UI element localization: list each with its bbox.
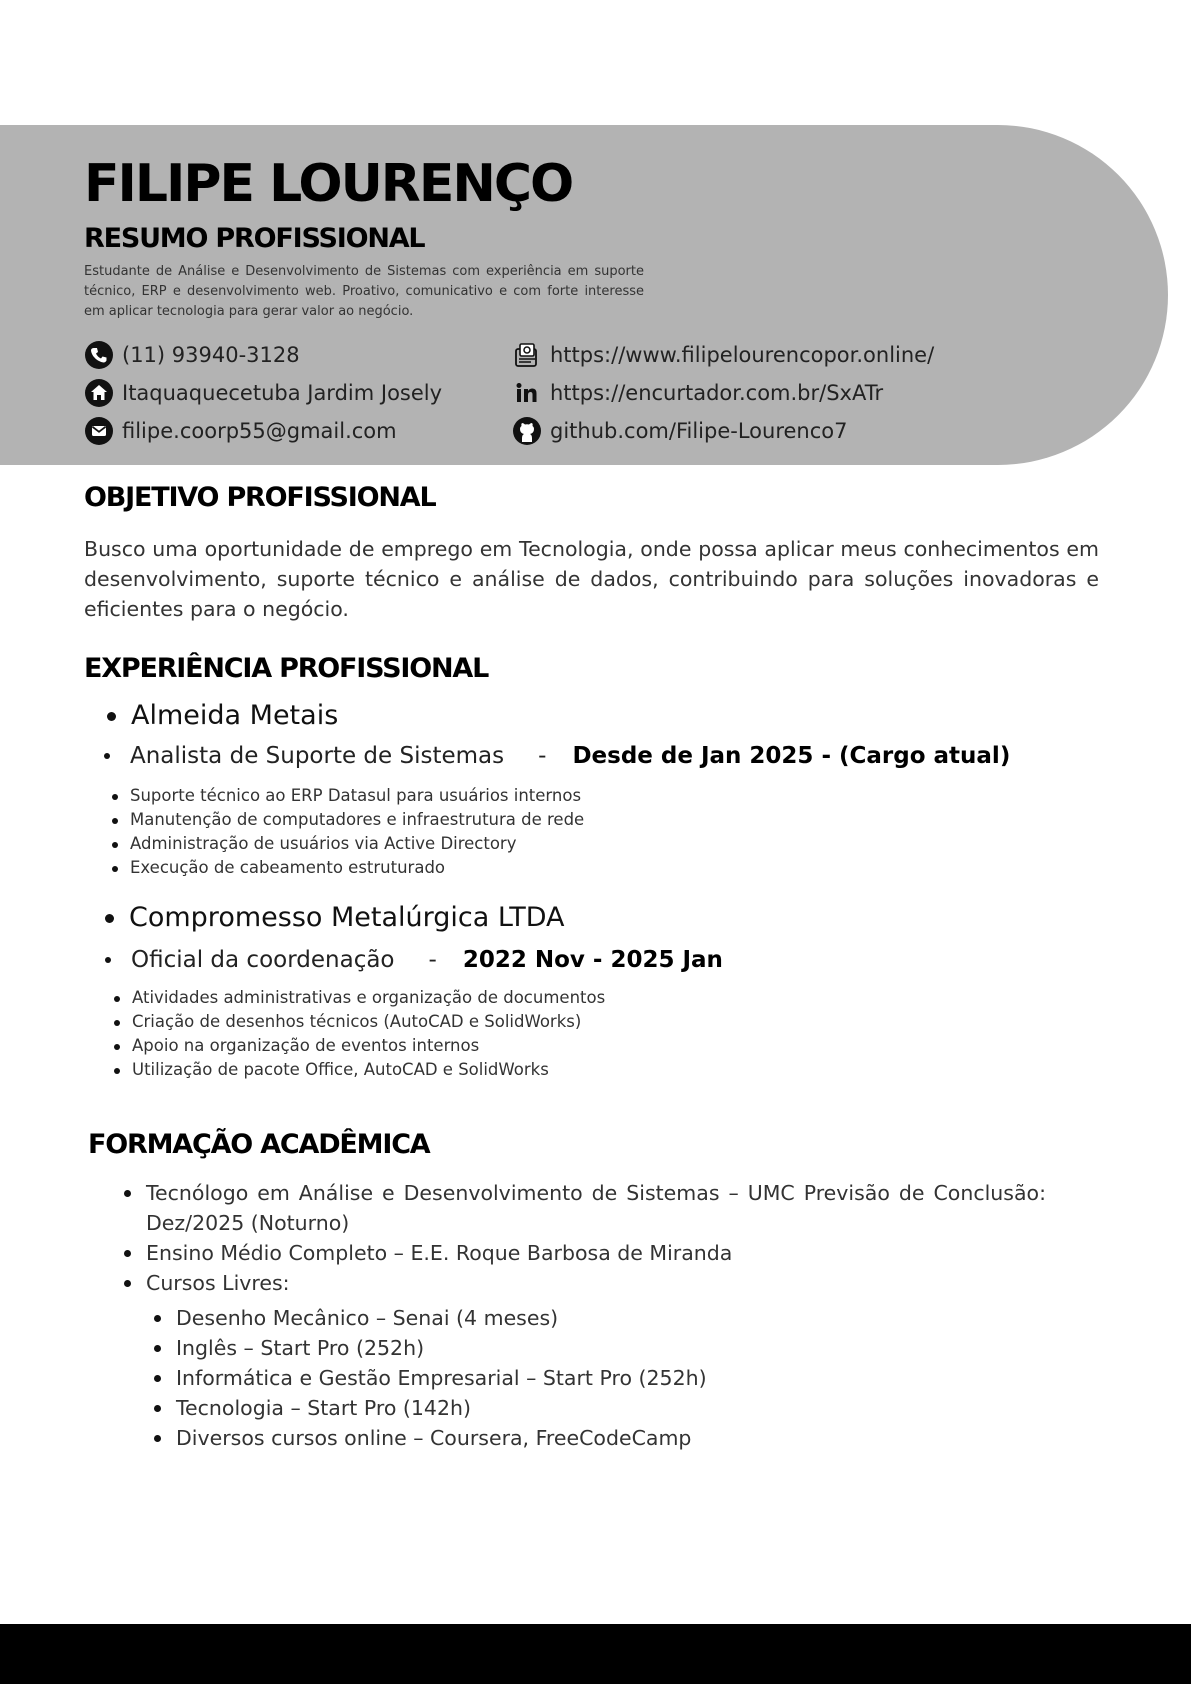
job-1-period: Desde de Jan 2025 - (Cargo atual) — [572, 743, 1011, 769]
summary-text: Estudante de Análise e Desenvolvimento de Sistemas com experiência em suporte técnico, ERP e desenvolvimento web. Proativo, comunicativo e com forte interesse em aplicar tecnologia para gerar valor ao negócio. — [84, 264, 644, 319]
website-icon — [512, 340, 542, 370]
list-item: Apoio na organização de eventos internos — [114, 1034, 605, 1058]
contact-email[interactable] — [84, 416, 442, 446]
contact-linkedin[interactable] — [512, 378, 934, 408]
contact-list-right — [512, 340, 934, 446]
contact-github-text: github.com/Filipe-Lourenco7 — [550, 419, 848, 443]
summary-title: RESUMO PROFISSIONAL — [84, 223, 425, 254]
list-item: Informática e Gestão Empresarial – Start Pro (252h) — [154, 1363, 707, 1393]
job-1-role: Analista de Suporte de Sistemas — [130, 743, 505, 769]
candidate-name: FILIPE LOURENÇO — [84, 154, 573, 214]
courses-list — [154, 1303, 707, 1453]
objective-text: Busco uma oportunidade de emprego em Tecnologia, onde possa aplicar meus conhecimentos em desenvolvimento, suporte técnico e análise de dados, contribuindo para soluções inovadoras e eficientes para o negócio. — [84, 537, 1099, 621]
list-item: Utilização de pacote Office, AutoCAD e SolidWorks — [114, 1058, 605, 1082]
list-item: Cursos Livres: — [124, 1268, 1046, 1298]
list-item: Manutenção de computadores e infraestrutura de rede — [112, 808, 584, 832]
home-icon — [84, 378, 114, 408]
github-icon — [512, 416, 542, 446]
education-list — [124, 1178, 1046, 1298]
experience-title: EXPERIÊNCIA PROFISSIONAL — [84, 653, 489, 684]
list-item: Execução de cabeamento estruturado — [112, 856, 584, 880]
job-2-company: Compromesso Metalúrgica LTDA — [105, 900, 564, 936]
contact-address — [84, 378, 442, 408]
job-2-period: 2022 Nov - 2025 Jan — [462, 947, 723, 973]
job-2-role-line — [105, 943, 723, 977]
list-item: Inglês – Start Pro (252h) — [154, 1333, 707, 1363]
job-1-separator: - — [538, 743, 547, 769]
job-1 — [107, 698, 338, 734]
job-2 — [105, 900, 564, 936]
list-item: Ensino Médio Completo – E.E. Roque Barbosa de Miranda — [124, 1238, 1046, 1268]
phone-icon — [84, 340, 114, 370]
footer-bar — [0, 1624, 1191, 1684]
list-item: Criação de desenhos técnicos (AutoCAD e SolidWorks) — [114, 1010, 605, 1034]
contact-phone-text: (11) 93940-3128 — [122, 343, 300, 367]
list-item: Administração de usuários via Active Directory — [112, 832, 584, 856]
job-2-tasks — [114, 986, 605, 1082]
contact-website[interactable] — [512, 340, 934, 370]
job-1-role-line — [104, 739, 1010, 773]
list-item: Desenho Mecânico – Senai (4 meses) — [154, 1303, 707, 1333]
contact-email-text: filipe.coorp55@gmail.com — [122, 419, 397, 443]
list-item: Suporte técnico ao ERP Datasul para usuários internos — [112, 784, 584, 808]
contact-linkedin-text: https://encurtador.com.br/SxATr — [550, 381, 884, 405]
list-item: Diversos cursos online – Coursera, FreeCodeCamp — [154, 1423, 707, 1453]
list-item: Tecnólogo em Análise e Desenvolvimento de Sistemas – UMC Previsão de Conclusão: Dez/2025 (Noturno) — [124, 1178, 1046, 1238]
job-2-separator: - — [428, 947, 437, 973]
contact-address-text: Itaquaquecetuba Jardim Josely — [122, 381, 443, 405]
contact-website-text: https://www.filipelourencopor.online/ — [550, 343, 935, 367]
list-item: Atividades administrativas e organização de documentos — [114, 986, 605, 1010]
contact-github[interactable] — [512, 416, 934, 446]
objective-title: OBJETIVO PROFISSIONAL — [84, 482, 436, 513]
mail-icon — [84, 416, 114, 446]
education-title: FORMAÇÃO ACADÊMICA — [88, 1129, 430, 1160]
contact-list-left — [84, 340, 442, 446]
contact-phone[interactable] — [84, 340, 442, 370]
job-1-tasks — [112, 784, 584, 880]
job-2-role: Oficial da coordenação — [131, 947, 395, 973]
job-1-company: Almeida Metais — [107, 698, 338, 734]
list-item: Tecnologia – Start Pro (142h) — [154, 1393, 707, 1423]
linkedin-icon — [512, 378, 542, 408]
